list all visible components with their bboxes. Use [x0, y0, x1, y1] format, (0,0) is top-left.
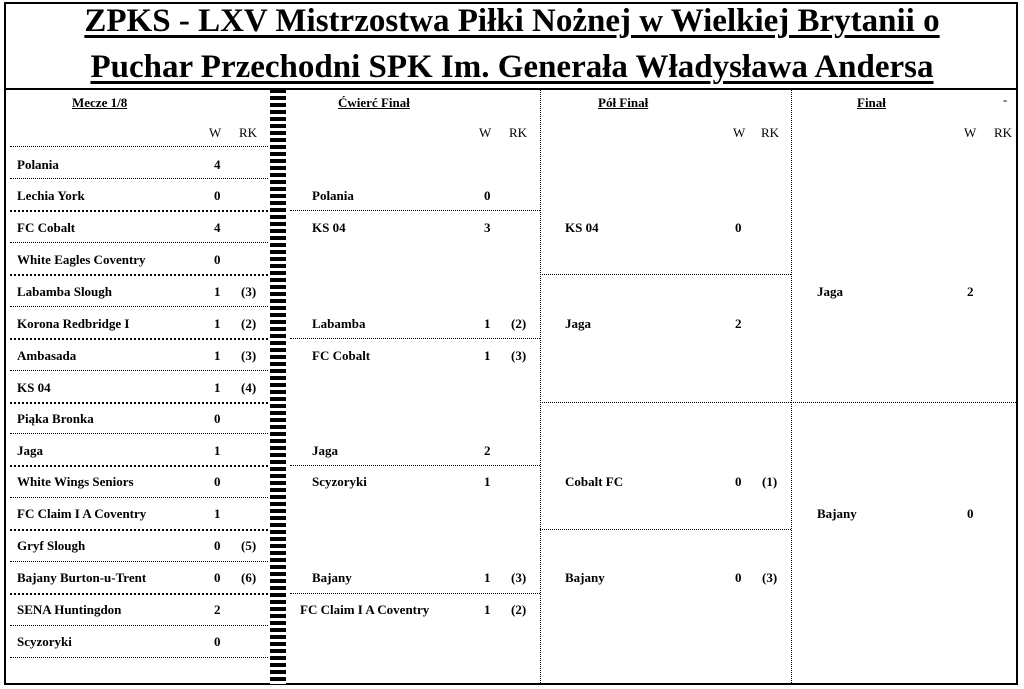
qf-score: 1: [484, 602, 491, 617]
r16-score: 2: [214, 602, 221, 617]
r16-penalties: (3): [241, 348, 257, 363]
match-separator: [10, 465, 268, 467]
bracket-divider: [270, 89, 286, 685]
qf-penalties: (3): [511, 348, 527, 363]
r16-team: FC Claim I A Coventry: [17, 506, 147, 521]
r16-score: 0: [214, 252, 221, 267]
qf-separator: [290, 593, 540, 594]
round-header-r16: Mecze 1/8: [72, 95, 128, 110]
match-separator: [10, 274, 268, 276]
r16-score: 1: [214, 348, 221, 363]
qf-separator: [290, 338, 540, 339]
qf-w-header: W: [479, 125, 492, 140]
row-separator: [10, 433, 268, 434]
r16-score: 0: [214, 188, 221, 203]
qf-penalties: (3): [511, 570, 527, 585]
r16-w-header: W: [209, 125, 222, 140]
title-line-2: Puchar Przechodni SPK Im. Generała Władysława Andersa: [90, 49, 934, 85]
qf-rk-header: RK: [509, 125, 528, 140]
row-separator: [10, 497, 268, 498]
qf-score: 2: [484, 443, 491, 458]
qf-penalties: (2): [511, 602, 527, 617]
final-header-mark: -: [1003, 92, 1008, 107]
match-separator: [10, 529, 268, 531]
header-rule: [4, 88, 1018, 90]
final-w-header: W: [964, 125, 977, 140]
sf-w-header: W: [733, 125, 746, 140]
qf-team: Bajany: [312, 570, 352, 585]
r16-score: 1: [214, 284, 221, 299]
r16-score: 0: [214, 474, 221, 489]
round-header-final: Finał: [857, 95, 886, 110]
r16-penalties: (2): [241, 316, 257, 331]
r16-score: 1: [214, 380, 221, 395]
sf-team: Cobalt FC: [565, 474, 624, 489]
divider-sf: [540, 89, 541, 685]
r16-team: White Wings Seniors: [17, 474, 134, 489]
qf-team: KS 04: [312, 220, 346, 235]
r16-score: 1: [214, 506, 221, 521]
r16-score: 4: [214, 157, 221, 172]
sf-separator: [540, 402, 791, 403]
r16-penalties: (4): [241, 380, 257, 395]
row-separator: [10, 370, 268, 371]
match-separator: [10, 210, 268, 212]
qf-score: 1: [484, 348, 491, 363]
r16-score: 1: [214, 316, 221, 331]
r16-team: Scyzoryki: [17, 634, 72, 649]
sf-separator: [540, 529, 791, 530]
r16-team: Ambasada: [17, 348, 77, 363]
qf-separator: [290, 210, 540, 211]
round-header-qf: Ćwierć Finał: [338, 95, 410, 110]
r16-team: FC Cobalt: [17, 220, 76, 235]
r16-score: 4: [214, 220, 221, 235]
qf-team: Labamba: [312, 316, 366, 331]
divider-final: [791, 89, 792, 685]
final-separator: [791, 402, 1016, 403]
r16-team: Lechia York: [17, 188, 85, 203]
qf-penalties: (2): [511, 316, 527, 331]
final-score: 0: [967, 506, 974, 521]
round-header-sf: Pół Finał: [598, 95, 649, 110]
sf-team: Bajany: [565, 570, 605, 585]
row-separator: [10, 625, 268, 626]
r16-score: 0: [214, 538, 221, 553]
match-separator: [10, 338, 268, 340]
sf-separator: [540, 274, 791, 275]
final-rk-header: RK: [994, 125, 1013, 140]
qf-score: 0: [484, 188, 491, 203]
row-separator: [10, 146, 268, 147]
r16-team: Korona Redbridge I: [17, 316, 130, 331]
sf-score: 2: [735, 316, 742, 331]
r16-team: White Eagles Coventry: [17, 252, 146, 267]
qf-score: 3: [484, 220, 491, 235]
r16-score: 0: [214, 634, 221, 649]
sf-rk-header: RK: [761, 125, 780, 140]
final-team: Bajany: [817, 506, 857, 521]
sf-score: 0: [735, 570, 742, 585]
final-team: Jaga: [817, 284, 843, 299]
match-separator: [10, 593, 268, 595]
qf-team: Polania: [312, 188, 354, 203]
qf-team: FC Claim I A Coventry: [300, 602, 430, 617]
r16-penalties: (3): [241, 284, 257, 299]
r16-penalties: (5): [241, 538, 257, 553]
r16-team: Polania: [17, 157, 59, 172]
r16-team: Bajany Burton-u-Trent: [17, 570, 147, 585]
row-separator: [10, 242, 268, 243]
r16-score: 0: [214, 570, 221, 585]
title-line-1: ZPKS - LXV Mistrzostwa Piłki Nożnej w Wielkiej Brytanii o: [84, 3, 940, 39]
r16-team: SENA Huntingdon: [17, 602, 122, 617]
r16-penalties: (6): [241, 570, 257, 585]
r16-team: Gryf Slough: [17, 538, 86, 553]
r16-rk-header: RK: [239, 125, 258, 140]
r16-score: 1: [214, 443, 221, 458]
row-separator: [10, 561, 268, 562]
final-score: 2: [967, 284, 974, 299]
row-separator: [10, 306, 268, 307]
qf-team: FC Cobalt: [312, 348, 371, 363]
r16-team: Labamba Slough: [17, 284, 113, 299]
r16-team: Piąka Bronka: [17, 411, 94, 426]
qf-team: Jaga: [312, 443, 338, 458]
sf-penalties: (3): [762, 570, 778, 585]
qf-separator: [290, 465, 540, 466]
sf-penalties: (1): [762, 474, 778, 489]
sf-team: KS 04: [565, 220, 599, 235]
qf-score: 1: [484, 474, 491, 489]
qf-score: 1: [484, 570, 491, 585]
row-separator: [10, 657, 268, 658]
r16-score: 0: [214, 411, 221, 426]
qf-team: Scyzoryki: [312, 474, 367, 489]
r16-team: KS 04: [17, 380, 51, 395]
r16-team: Jaga: [17, 443, 43, 458]
sf-score: 0: [735, 220, 742, 235]
qf-score: 1: [484, 316, 491, 331]
row-separator: [10, 178, 268, 179]
sf-team: Jaga: [565, 316, 591, 331]
sf-score: 0: [735, 474, 742, 489]
match-separator: [10, 402, 268, 404]
